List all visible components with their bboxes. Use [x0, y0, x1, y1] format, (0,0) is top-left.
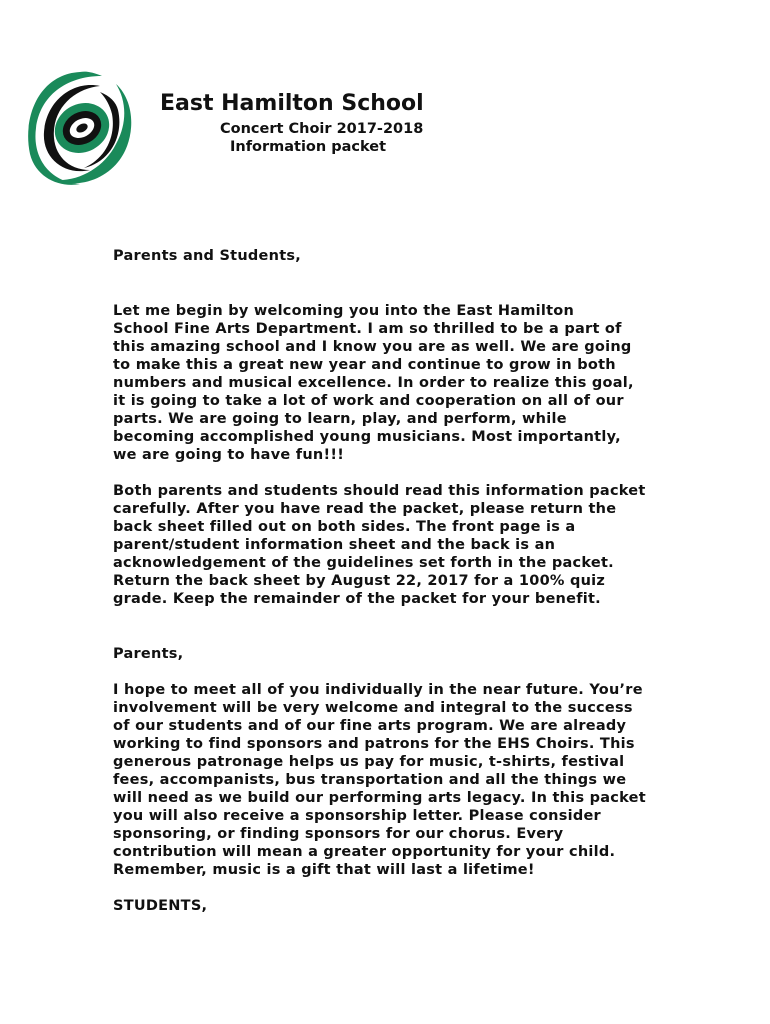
parents-paragraph: I hope to meet all of you individually in the near future. You’re involvement will be very welcome and integral to the success of our students and of our fine arts program. We are already working to find sponsors and patrons for the EHS Choirs. This generous patronage helps us pay for music, t-shirts, festival fees, accompanists, bus transportation and all the things we will need as we build our performing arts legacy. In this packet you will also receive a sponsorship letter. Please consider sponsoring, or finding sponsors for our chorus. Every contribution will mean a greater opportunity for your child. Remember, music is a gift that will last a lifetime!	[113, 682, 646, 878]
packet-subtitle: Information packet	[230, 139, 387, 155]
greeting-parents: Parents,	[113, 646, 184, 662]
swirl-logo	[20, 66, 138, 190]
choir-subtitle: Concert Choir 2017-2018	[220, 121, 424, 137]
welcome-paragraph: Let me begin by welcoming you into the East Hamilton School Fine Arts Department. I am so thrilled to be a part of this amazing school and I know you are as well. We are going to make this a great new year and continue to grow in both numbers and musical excellence. In order to realize this goal, it is going to take a lot of work and cooperation on all of our parts. We are going to learn, play, and perform, while becoming accomplished young musicians. Most importantly, we are going to have fun!!!	[113, 303, 634, 463]
greeting-parents-students: Parents and Students,	[113, 248, 302, 264]
greeting-students: STUDENTS,	[113, 898, 208, 914]
read-packet-paragraph: Both parents and students should read this information packet carefully. After you have read the packet, please return the back sheet filled out on both sides. The front page is a parent/student information sheet and the back is an acknowledgement of the guidelines set forth in the packet. Return the back sheet by August 22, 2017 for a 100% quiz grade. Keep the remainder of the packet for your benefit.	[113, 483, 646, 607]
school-title: East Hamilton School	[160, 91, 424, 116]
